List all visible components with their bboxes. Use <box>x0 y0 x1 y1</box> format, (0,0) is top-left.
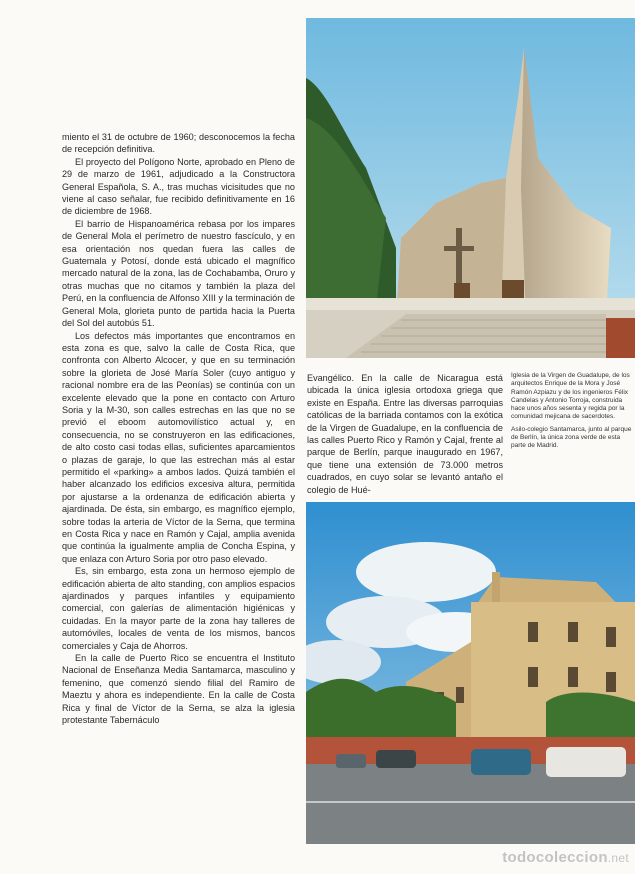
paragraph: El barrio de Hispanoamérica rebasa por los impares de General Mola el perímetro de nuestro fascículo, y en esa orientación nos quedan fuera las calles de Guatemala y Potosí, donde está ubicado el magnífico mercado natural de la zona, las de Cochabamba, Oruro y otras muchas que no citamos y también la plaza del Perú, en la confluencia de Alfonso XIII y la terminación de General Mola, glorieta punto de partida hacia la Puerta del Sol del autobús 51. <box>62 218 295 329</box>
left-text-column <box>62 131 295 727</box>
photo-captions <box>511 372 635 455</box>
watermark-brand: todocoleccion <box>502 849 608 866</box>
paragraph: El proyecto del Polígono Norte, aprobado en Pleno de 29 de marzo de 1961, adjudicado a la Constructora General Española, S. A., tras muchas vicisitudes que no viene al caso señalar, fue recibido definitivamente en 16 de diciembre de 1968. <box>62 156 295 217</box>
paragraph: En la calle de Puerto Rico se encuentra el Instituto Nacional de Enseñanza Media Santamarca, masculino y femenino, que comenzó siendo filial del Ramiro de Maeztu y ahora es independiente. En la calle de Costa Rica y final de Víctor de la Serna, se alza la iglesia protestante Tabernáculo <box>62 653 295 726</box>
paragraph: Los defectos más importantes que encontramos en esta zona es que, salvo la calle de Costa Rica, que confronta con Alberto Alcocer, y que en su terminación sobre la glorieta de José María Soler (cuyo antiguo y racional nombre era de las Peonías) se continúa con un excelente elevado que la pone en contacto con Arturo Soria y la M-30, son calles estrechas en las que no se previó el eboom automovilístico actual y, en consecuencia, no se construyeron en las edificaciones, de alto costo casi todas ellas, suficientes aparcamientos o plazas de garaje, lo que las estrechan más al estar permitido el «parking» a ambos lados. Quizá también el haber alcanzado los edificios excesiva altura, permitida por ajustarse a la ordenanza de edificación abierta y ajardinada. De ésta, sin embargo, es magnífico ejemplo, sobre todas la arteria de Víctor de la Serna, que termina en Costa Rica y nace en Ramón y Cajal, amplia avenida que continúa la igualmente amplia de Concha Espina, y que enlaza con Arturo Soria por otro paso elevado. <box>62 330 295 564</box>
paragraph: Es, sin embargo, esta zona un hermoso ejemplo de edificación abierta de alto standing, con amplios espacios ajardinados y parques infantiles y equipamiento comercial, con galerías de alimentación higiénicas y cuidadas. En la mayor parte de la zona hay talleres de automóviles, locales de venta de los mismos, bancos comerciales y Caja de Ahorros. <box>62 566 295 651</box>
middle-text-column <box>307 372 503 496</box>
watermark <box>502 849 629 866</box>
paragraph: Evangélico. En la calle de Nicaragua está ubicada la única iglesia ortodoxa griega que existe en España. Entre las diversas parroquias católicas de la barriada contamos con la exótica de la Virgen de Guadalupe, en la confluencia de las calles Puerto Rico y Ramón y Cajal, frente al parque de Berlín, parque inaugurado en 1967, que tiene una extensión de 73.000 metros cuadrados, en cuyo solar se levantó antaño el colegio de Hué- <box>307 373 503 495</box>
watermark-domain: .net <box>607 851 629 865</box>
church-photo <box>306 18 635 358</box>
paragraph: miento el 31 de octubre de 1960; desconocemos la fecha de recepción definitiva. <box>62 132 295 155</box>
church-caption: Iglesia de la Virgen de Guadalupe, de los arquitectos Enrique de la Mora y José Ramón Azpiazu y de los ingenieros Félix Candelas y Antonio Torroja, construida hace unos años sesenta y regida por la comunidad mejicana de sacerdotes. <box>511 372 630 421</box>
college-photo <box>306 502 635 844</box>
college-caption: Asilo-colegio Santamarca, junto al parque de Berlín, la única zona verde de esta parte de Madrid. <box>511 425 632 450</box>
